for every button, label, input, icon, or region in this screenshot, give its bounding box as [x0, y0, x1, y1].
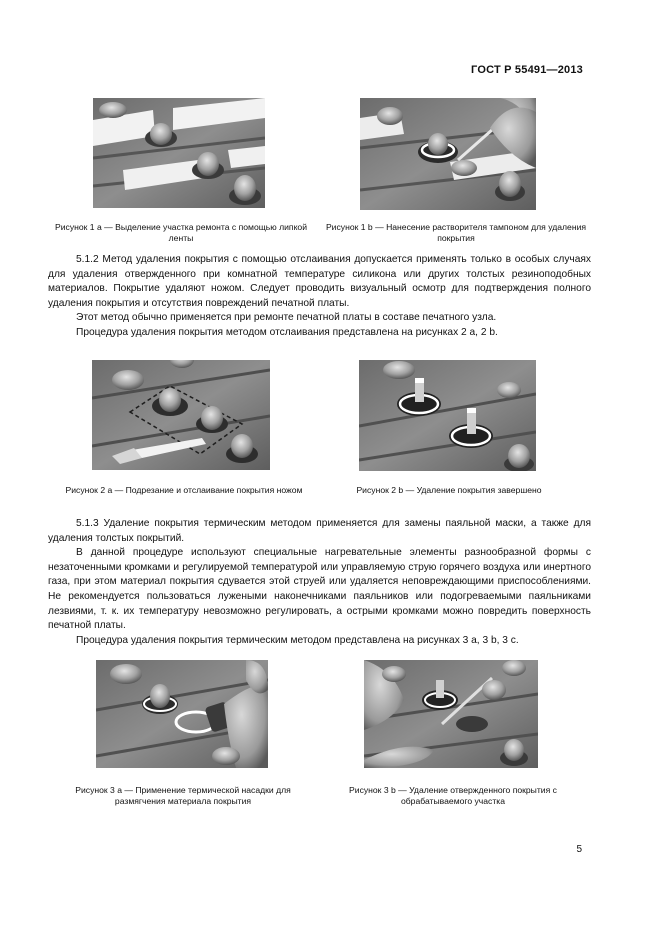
document-header: ГОСТ Р 55491—2013 [471, 64, 583, 76]
figure-2a-caption: Рисунок 2 а — Подрезание и отслаивание покрытия ножом [65, 485, 303, 495]
figure-3a-image [96, 660, 268, 768]
section-5-1-2 [48, 253, 591, 341]
figure-1b-caption: Рисунок 1 b — Нанесение растворителя тампоном для удаления покрытия [325, 222, 587, 243]
figure-3a-caption: Рисунок 3 а — Применение термической насадки для размягчения материала покрытия [75, 785, 291, 806]
paragraph: Процедура удаления покрытия методом отслаивания представлена на рисунках 2 а, 2 b. [76, 326, 498, 338]
figure-1a-caption: Рисунок 1 а — Выделение участка ремонта с помощью липкой ленты [54, 222, 308, 243]
paragraph: Этот метод обычно применяется при ремонте печатной платы в составе печатного узла. [76, 312, 497, 324]
figure-2b-image [359, 360, 536, 471]
paragraph: В данной процедуре используют специальные нагревательные элементы разнообразной формы с незаточенными кромками и регулируемой температурой или управляемую струю горячего воздуха или инертного газа, при этом материал покрытия сдувается этой струей или удаляется неповреждающими приспособлениями. Не рекомендуется пользоваться лужеными наконечниками паяльников или подогреваемыми паяльниками лезвиями, т. к. их температуру невозможно регулировать, а острыми кромками можно повредить поверхность печатной платы. [48, 547, 591, 632]
figure-3b-image [364, 660, 538, 768]
section-5-1-3 [48, 517, 591, 648]
paragraph: 5.1.3 Удаление покрытия термическим методом применяется для замены паяльной маски, а также для удаления толстых покрытий. [48, 518, 591, 544]
figure-2b-caption: Рисунок 2 b — Удаление покрытия завершено [356, 485, 542, 495]
figure-1b-image [360, 98, 536, 210]
figure-2a-image [92, 360, 270, 470]
paragraph: 5.1.2 Метод удаления покрытия с помощью отслаивания допускается применять только в особых случаях для удаления отвержденного при комнатной температуре силикона или других толстых резиноподобных материалов. Покрытие удаляют ножом. Следует проводить визуальный осмотр для подтверждения полного удаления покрытия и отсутствия повреждений печатной платы. [48, 254, 591, 309]
figure-3b-caption: Рисунок 3 b — Удаление отвержденного покрытия с обрабатываемого участка [349, 785, 557, 806]
page-number: 5 [576, 844, 582, 855]
paragraph: Процедура удаления покрытия термическим методом представлена на рисунках 3 а, 3 b, 3 с. [76, 634, 519, 646]
figure-1a-image [93, 98, 265, 208]
